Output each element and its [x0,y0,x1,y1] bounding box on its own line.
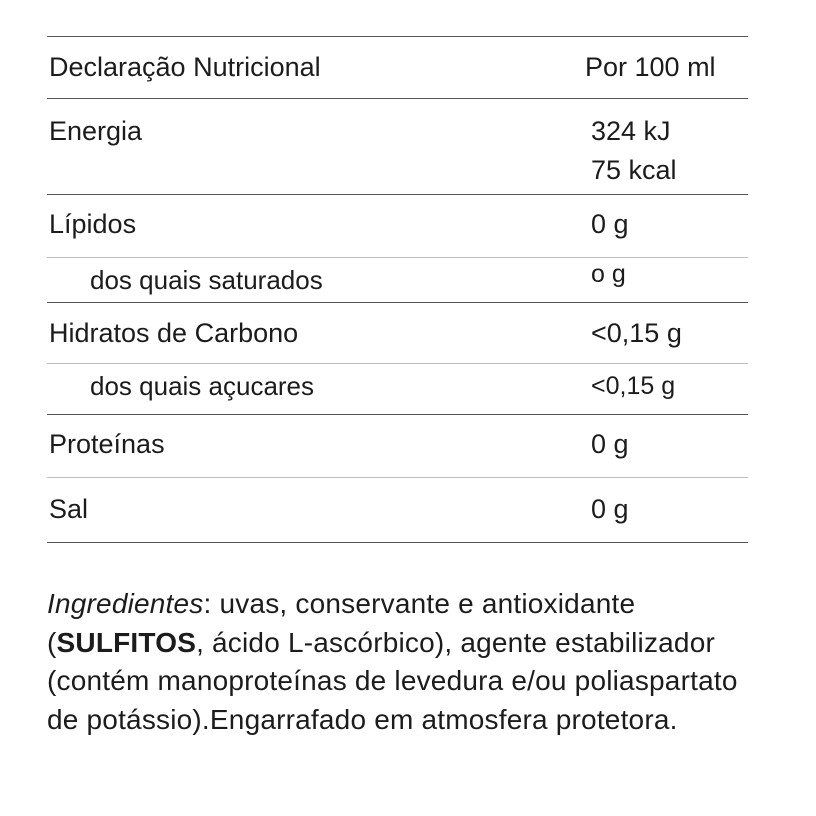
row-proteinas [47,415,748,478]
row-value: 0 g [591,429,629,459]
row-hidratos [47,303,748,364]
row-saturados [47,258,748,303]
nutrition-table [47,36,748,543]
row-value: 0 g [591,209,629,239]
row-label: Lípidos [49,209,137,239]
row-value: o g [591,260,626,288]
row-value: 0 g [591,494,629,524]
row-label: Energia [49,116,143,146]
allergen-sulfitos: SULFITOS [56,626,197,658]
row-lipidos [47,195,748,258]
table-header-value: Por 100 ml [585,52,716,82]
row-value [591,112,677,190]
row-acucares [47,364,748,415]
table-header-label: Declaração Nutricional [49,52,321,82]
ingredients-part2: , ácido L-ascórbico), agente estabilizador (contém manoproteínas de levedura e/ou poliaspartato de potássio).Engarrafado em atmosfera protetora. [47,626,738,735]
row-label: dos quais açucares [90,371,315,401]
row-value: <0,15 g [591,372,676,400]
row-label: Hidratos de Carbono [49,318,299,348]
row-energia [47,99,748,195]
row-value: <0,15 g [591,318,682,348]
table-header-row [47,37,748,99]
row-label: Sal [49,494,89,524]
ingredients-text [47,585,777,739]
ingredients-part1: : uvas, conservante e antioxidante ( [47,588,636,658]
ingredients-heading: Ingredientes [47,588,204,619]
row-sal [47,478,748,543]
row-label: dos quais saturados [90,265,323,295]
energy-kcal: 75 kcal [591,155,677,185]
energy-kj: 324 kJ [591,116,671,146]
row-label: Proteínas [49,429,165,459]
